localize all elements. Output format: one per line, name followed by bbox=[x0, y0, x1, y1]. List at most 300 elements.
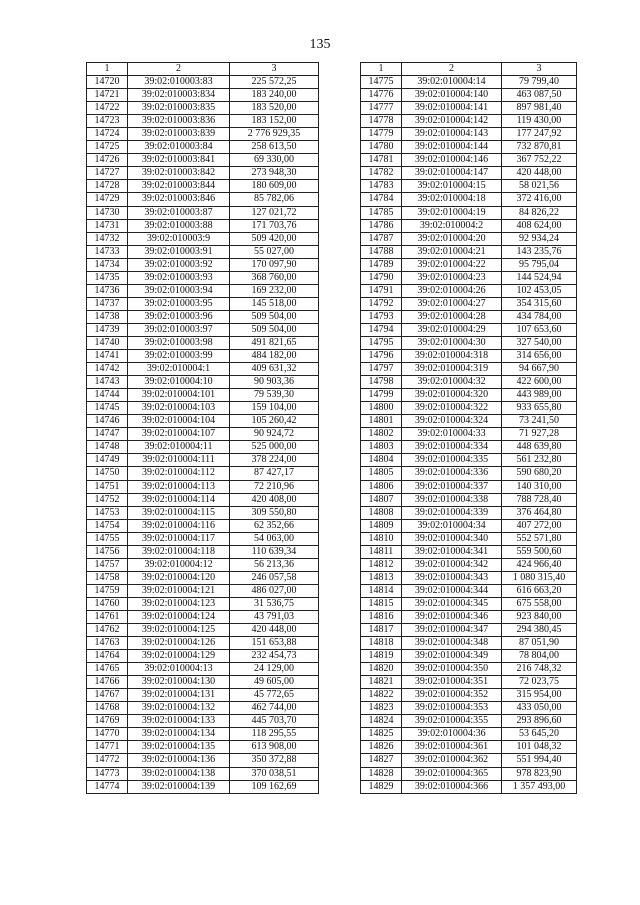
row-number: 14819 bbox=[361, 650, 402, 663]
table-row bbox=[361, 767, 577, 780]
cadastral-value: 486 027,00 bbox=[230, 584, 319, 597]
cadastral-value: 616 663,20 bbox=[502, 584, 577, 597]
table-row bbox=[361, 676, 577, 689]
cadastral-value: 78 804,00 bbox=[502, 650, 577, 663]
table-row bbox=[87, 271, 319, 284]
table-row bbox=[87, 389, 319, 402]
cadastral-value: 484 182,00 bbox=[230, 350, 319, 363]
row-number: 14784 bbox=[361, 193, 402, 206]
row-number: 14824 bbox=[361, 715, 402, 728]
table-row bbox=[361, 115, 577, 128]
cadastral-number: 39:02:010004:12 bbox=[128, 558, 230, 571]
cadastral-number: 39:02:010003:95 bbox=[128, 297, 230, 310]
row-number: 14818 bbox=[361, 637, 402, 650]
row-number: 14828 bbox=[361, 767, 402, 780]
table-row bbox=[361, 741, 577, 754]
row-number: 14778 bbox=[361, 115, 402, 128]
cadastral-value: 151 653,88 bbox=[230, 637, 319, 650]
table-row bbox=[87, 532, 319, 545]
cadastral-value: 613 908,00 bbox=[230, 741, 319, 754]
cadastral-number: 39:02:010004:343 bbox=[402, 571, 502, 584]
cadastral-number: 39:02:010004:132 bbox=[128, 702, 230, 715]
row-number: 14721 bbox=[87, 89, 128, 102]
row-number: 14768 bbox=[87, 702, 128, 715]
table-row bbox=[87, 441, 319, 454]
column-header-2: 2 bbox=[402, 63, 502, 76]
cadastral-value: 225 572,25 bbox=[230, 76, 319, 89]
cadastral-value: 443 989,00 bbox=[502, 389, 577, 402]
table-row bbox=[361, 441, 577, 454]
cadastral-value: 309 550,80 bbox=[230, 506, 319, 519]
page-number: 135 bbox=[309, 37, 331, 52]
cadastral-number: 39:02:010004:2 bbox=[402, 219, 502, 232]
table-body-right bbox=[361, 76, 577, 794]
row-number: 14762 bbox=[87, 624, 128, 637]
table-row bbox=[87, 676, 319, 689]
cadastral-value: 127 021,72 bbox=[230, 206, 319, 219]
table-row bbox=[87, 376, 319, 389]
cadastral-value: 144 524,94 bbox=[502, 271, 577, 284]
cadastral-value: 73 241,50 bbox=[502, 415, 577, 428]
cadastral-number: 39:02:010004:346 bbox=[402, 610, 502, 623]
cadastral-number: 39:02:010004:134 bbox=[128, 728, 230, 741]
table-row bbox=[87, 336, 319, 349]
cadastral-value: 101 048,32 bbox=[502, 741, 577, 754]
table-row bbox=[87, 467, 319, 480]
table-row bbox=[361, 584, 577, 597]
row-number: 14730 bbox=[87, 206, 128, 219]
row-number: 14733 bbox=[87, 245, 128, 258]
cadastral-value: 72 210,96 bbox=[230, 480, 319, 493]
table-row bbox=[361, 167, 577, 180]
row-number: 14815 bbox=[361, 597, 402, 610]
table-row bbox=[87, 663, 319, 676]
cadastral-number: 39:02:010003:98 bbox=[128, 336, 230, 349]
cadastral-number: 39:02:010004:139 bbox=[128, 780, 230, 793]
cadastral-value: 368 760,00 bbox=[230, 271, 319, 284]
cadastral-value: 315 954,00 bbox=[502, 689, 577, 702]
cadastral-number: 39:02:010004:10 bbox=[128, 376, 230, 389]
table-row bbox=[361, 219, 577, 232]
table-row bbox=[361, 284, 577, 297]
cadastral-value: 420 408,00 bbox=[230, 493, 319, 506]
row-number: 14823 bbox=[361, 702, 402, 715]
table-header-row bbox=[87, 63, 319, 76]
row-number: 14756 bbox=[87, 545, 128, 558]
cadastral-value: 71 927,28 bbox=[502, 428, 577, 441]
cadastral-number: 39:02:010003:842 bbox=[128, 167, 230, 180]
cadastral-value: 509 504,00 bbox=[230, 310, 319, 323]
cadastral-value: 79 539,30 bbox=[230, 389, 319, 402]
cadastral-number: 39:02:010004:334 bbox=[402, 441, 502, 454]
cadastral-number: 39:02:010004:146 bbox=[402, 154, 502, 167]
row-number: 14773 bbox=[87, 767, 128, 780]
cadastral-value: 525 000,00 bbox=[230, 441, 319, 454]
table-row bbox=[87, 454, 319, 467]
cadastral-value: 378 224,00 bbox=[230, 454, 319, 467]
table-row bbox=[361, 206, 577, 219]
table-row bbox=[361, 532, 577, 545]
cadastral-number: 39:02:010004:22 bbox=[402, 258, 502, 271]
cadastral-value: 367 752,22 bbox=[502, 154, 577, 167]
cadastral-value: 62 352,66 bbox=[230, 519, 319, 532]
cadastral-number: 39:02:010004:135 bbox=[128, 741, 230, 754]
cadastral-value: 314 656,00 bbox=[502, 350, 577, 363]
cadastral-value: 56 213,36 bbox=[230, 558, 319, 571]
row-number: 14734 bbox=[87, 258, 128, 271]
cadastral-value: 273 948,30 bbox=[230, 167, 319, 180]
cadastral-number: 39:02:010004:351 bbox=[402, 676, 502, 689]
row-number: 14810 bbox=[361, 532, 402, 545]
row-number: 14765 bbox=[87, 663, 128, 676]
row-number: 14763 bbox=[87, 637, 128, 650]
row-number: 14736 bbox=[87, 284, 128, 297]
cadastral-number: 39:02:010004:362 bbox=[402, 754, 502, 767]
table-row bbox=[361, 754, 577, 767]
row-number: 14803 bbox=[361, 441, 402, 454]
table-row bbox=[87, 193, 319, 206]
table-row bbox=[361, 102, 577, 115]
row-number: 14743 bbox=[87, 376, 128, 389]
row-number: 14827 bbox=[361, 754, 402, 767]
registry-table-left bbox=[86, 62, 319, 794]
row-number: 14788 bbox=[361, 245, 402, 258]
table-row bbox=[361, 545, 577, 558]
cadastral-number: 39:02:010004:350 bbox=[402, 663, 502, 676]
table-row bbox=[361, 454, 577, 467]
row-number: 14753 bbox=[87, 506, 128, 519]
cadastral-value: 31 536,75 bbox=[230, 597, 319, 610]
cadastral-number: 39:02:010004:365 bbox=[402, 767, 502, 780]
row-number: 14792 bbox=[361, 297, 402, 310]
row-number: 14771 bbox=[87, 741, 128, 754]
row-number: 14727 bbox=[87, 167, 128, 180]
cadastral-value: 590 680,20 bbox=[502, 467, 577, 480]
cadastral-number: 39:02:010004:115 bbox=[128, 506, 230, 519]
cadastral-number: 39:02:010003:834 bbox=[128, 89, 230, 102]
cadastral-number: 39:02:010004:336 bbox=[402, 467, 502, 480]
cadastral-value: 978 823,90 bbox=[502, 767, 577, 780]
row-number: 14804 bbox=[361, 454, 402, 467]
table-row bbox=[361, 571, 577, 584]
row-number: 14814 bbox=[361, 584, 402, 597]
cadastral-value: 409 631,32 bbox=[230, 363, 319, 376]
cadastral-number: 39:02:010003:846 bbox=[128, 193, 230, 206]
row-number: 14752 bbox=[87, 493, 128, 506]
row-number: 14732 bbox=[87, 232, 128, 245]
cadastral-value: 183 520,00 bbox=[230, 102, 319, 115]
cadastral-value: 79 799,40 bbox=[502, 76, 577, 89]
cadastral-number: 39:02:010003:91 bbox=[128, 245, 230, 258]
cadastral-value: 102 453,05 bbox=[502, 284, 577, 297]
cadastral-value: 109 162,69 bbox=[230, 780, 319, 793]
row-number: 14817 bbox=[361, 624, 402, 637]
cadastral-value: 183 152,00 bbox=[230, 115, 319, 128]
table-row bbox=[87, 650, 319, 663]
cadastral-value: 897 981,40 bbox=[502, 102, 577, 115]
cadastral-number: 39:02:010004:124 bbox=[128, 610, 230, 623]
row-number: 14825 bbox=[361, 728, 402, 741]
cadastral-value: 55 027,00 bbox=[230, 245, 319, 258]
row-number: 14720 bbox=[87, 76, 128, 89]
row-number: 14801 bbox=[361, 415, 402, 428]
row-number: 14738 bbox=[87, 310, 128, 323]
column-header-3: 3 bbox=[502, 63, 577, 76]
cadastral-number: 39:02:010004:19 bbox=[402, 206, 502, 219]
table-row bbox=[361, 415, 577, 428]
table-row bbox=[87, 754, 319, 767]
table-row bbox=[87, 624, 319, 637]
cadastral-value: 54 063,00 bbox=[230, 532, 319, 545]
table-row bbox=[361, 702, 577, 715]
table-body-left bbox=[87, 76, 319, 794]
table-row bbox=[87, 167, 319, 180]
cadastral-number: 39:02:010003:93 bbox=[128, 271, 230, 284]
cadastral-value: 143 235,76 bbox=[502, 245, 577, 258]
cadastral-value: 105 260,42 bbox=[230, 415, 319, 428]
table-row bbox=[361, 89, 577, 102]
cadastral-value: 422 600,00 bbox=[502, 376, 577, 389]
cadastral-number: 39:02:010004:341 bbox=[402, 545, 502, 558]
cadastral-value: 177 247,92 bbox=[502, 128, 577, 141]
table-row bbox=[361, 637, 577, 650]
cadastral-number: 39:02:010004:32 bbox=[402, 376, 502, 389]
table-row bbox=[361, 506, 577, 519]
row-number: 14809 bbox=[361, 519, 402, 532]
cadastral-number: 39:02:010003:92 bbox=[128, 258, 230, 271]
cadastral-number: 39:02:010004:142 bbox=[402, 115, 502, 128]
table-row bbox=[361, 180, 577, 193]
cadastral-value: 2 776 929,35 bbox=[230, 128, 319, 141]
row-number: 14770 bbox=[87, 728, 128, 741]
cadastral-value: 140 310,00 bbox=[502, 480, 577, 493]
cadastral-number: 39:02:010003:99 bbox=[128, 350, 230, 363]
cadastral-value: 370 038,51 bbox=[230, 767, 319, 780]
row-number: 14728 bbox=[87, 180, 128, 193]
cadastral-value: 69 330,00 bbox=[230, 154, 319, 167]
cadastral-value: 258 613,50 bbox=[230, 141, 319, 154]
table-row bbox=[361, 402, 577, 415]
cadastral-number: 39:02:010004:104 bbox=[128, 415, 230, 428]
row-number: 14737 bbox=[87, 297, 128, 310]
cadastral-number: 39:02:010003:83 bbox=[128, 76, 230, 89]
table-row bbox=[87, 219, 319, 232]
table-row bbox=[87, 102, 319, 115]
cadastral-value: 72 023,75 bbox=[502, 676, 577, 689]
row-number: 14802 bbox=[361, 428, 402, 441]
table-row bbox=[361, 271, 577, 284]
row-number: 14812 bbox=[361, 558, 402, 571]
table-row bbox=[87, 728, 319, 741]
table-row bbox=[87, 141, 319, 154]
table-row bbox=[87, 245, 319, 258]
cadastral-value: 87 427,17 bbox=[230, 467, 319, 480]
cadastral-value: 445 703,70 bbox=[230, 715, 319, 728]
table-row bbox=[87, 610, 319, 623]
cadastral-number: 39:02:010004:344 bbox=[402, 584, 502, 597]
cadastral-value: 552 571,80 bbox=[502, 532, 577, 545]
cadastral-value: 923 840,00 bbox=[502, 610, 577, 623]
cadastral-value: 246 057,58 bbox=[230, 571, 319, 584]
cadastral-number: 39:02:010004:337 bbox=[402, 480, 502, 493]
row-number: 14740 bbox=[87, 336, 128, 349]
row-number: 14785 bbox=[361, 206, 402, 219]
cadastral-value: 1 357 493,00 bbox=[502, 780, 577, 793]
table-row bbox=[87, 89, 319, 102]
cadastral-number: 39:02:010004:138 bbox=[128, 767, 230, 780]
cadastral-value: 85 782,06 bbox=[230, 193, 319, 206]
column-header-2: 2 bbox=[128, 63, 230, 76]
row-number: 14786 bbox=[361, 219, 402, 232]
table-row bbox=[361, 245, 577, 258]
table-row bbox=[87, 310, 319, 323]
cadastral-number: 39:02:010004:320 bbox=[402, 389, 502, 402]
cadastral-value: 216 748,32 bbox=[502, 663, 577, 676]
cadastral-number: 39:02:010004:101 bbox=[128, 389, 230, 402]
table-row bbox=[87, 402, 319, 415]
cadastral-number: 39:02:010003:844 bbox=[128, 180, 230, 193]
cadastral-number: 39:02:010004:23 bbox=[402, 271, 502, 284]
table-row bbox=[87, 493, 319, 506]
row-number: 14805 bbox=[361, 467, 402, 480]
cadastral-number: 39:02:010004:107 bbox=[128, 428, 230, 441]
table-row bbox=[87, 558, 319, 571]
row-number: 14751 bbox=[87, 480, 128, 493]
cadastral-value: 491 821,65 bbox=[230, 336, 319, 349]
cadastral-number: 39:02:010004:140 bbox=[402, 89, 502, 102]
row-number: 14744 bbox=[87, 389, 128, 402]
cadastral-value: 424 966,40 bbox=[502, 558, 577, 571]
cadastral-value: 171 703,76 bbox=[230, 219, 319, 232]
table-header-row bbox=[361, 63, 577, 76]
table-row bbox=[361, 297, 577, 310]
table-row bbox=[361, 310, 577, 323]
row-number: 14789 bbox=[361, 258, 402, 271]
row-number: 14742 bbox=[87, 363, 128, 376]
row-number: 14772 bbox=[87, 754, 128, 767]
cadastral-value: 92 934,24 bbox=[502, 232, 577, 245]
cadastral-number: 39:02:010004:112 bbox=[128, 467, 230, 480]
cadastral-value: 169 232,00 bbox=[230, 284, 319, 297]
table-row bbox=[87, 597, 319, 610]
row-number: 14731 bbox=[87, 219, 128, 232]
row-number: 14790 bbox=[361, 271, 402, 284]
table-row bbox=[87, 258, 319, 271]
row-number: 14748 bbox=[87, 441, 128, 454]
cadastral-number: 39:02:010004:361 bbox=[402, 741, 502, 754]
row-number: 14807 bbox=[361, 493, 402, 506]
row-number: 14725 bbox=[87, 141, 128, 154]
cadastral-number: 39:02:010003:97 bbox=[128, 323, 230, 336]
row-number: 14800 bbox=[361, 402, 402, 415]
row-number: 14776 bbox=[361, 89, 402, 102]
cadastral-value: 95 795,04 bbox=[502, 258, 577, 271]
row-number: 14774 bbox=[87, 780, 128, 793]
row-number: 14799 bbox=[361, 389, 402, 402]
row-number: 14729 bbox=[87, 193, 128, 206]
cadastral-number: 39:02:010004:15 bbox=[402, 180, 502, 193]
row-number: 14739 bbox=[87, 323, 128, 336]
row-number: 14745 bbox=[87, 402, 128, 415]
column-header-3: 3 bbox=[230, 63, 319, 76]
cadastral-number: 39:02:010004:366 bbox=[402, 780, 502, 793]
table-row bbox=[361, 493, 577, 506]
table-row bbox=[87, 115, 319, 128]
cadastral-value: 420 448,00 bbox=[230, 624, 319, 637]
table-row bbox=[361, 389, 577, 402]
cadastral-value: 43 791,03 bbox=[230, 610, 319, 623]
table-row bbox=[361, 336, 577, 349]
cadastral-number: 39:02:010004:131 bbox=[128, 689, 230, 702]
table-row bbox=[87, 702, 319, 715]
cadastral-value: 159 104,00 bbox=[230, 402, 319, 415]
cadastral-value: 675 558,00 bbox=[502, 597, 577, 610]
row-number: 14821 bbox=[361, 676, 402, 689]
row-number: 14808 bbox=[361, 506, 402, 519]
row-number: 14797 bbox=[361, 363, 402, 376]
cadastral-number: 39:02:010004:117 bbox=[128, 532, 230, 545]
row-number: 14777 bbox=[361, 102, 402, 115]
cadastral-number: 39:02:010004:319 bbox=[402, 363, 502, 376]
cadastral-number: 39:02:010004:147 bbox=[402, 167, 502, 180]
cadastral-value: 49 605,00 bbox=[230, 676, 319, 689]
column-header-1: 1 bbox=[361, 63, 402, 76]
row-number: 14764 bbox=[87, 650, 128, 663]
table-row bbox=[87, 428, 319, 441]
row-number: 14760 bbox=[87, 597, 128, 610]
cadastral-value: 110 639,34 bbox=[230, 545, 319, 558]
cadastral-number: 39:02:010004:113 bbox=[128, 480, 230, 493]
cadastral-value: 462 744,00 bbox=[230, 702, 319, 715]
cadastral-value: 180 609,00 bbox=[230, 180, 319, 193]
row-number: 14806 bbox=[361, 480, 402, 493]
table-row bbox=[361, 663, 577, 676]
cadastral-number: 39:02:010003:839 bbox=[128, 128, 230, 141]
row-number: 14724 bbox=[87, 128, 128, 141]
row-number: 14781 bbox=[361, 154, 402, 167]
table-row bbox=[361, 689, 577, 702]
cadastral-number: 39:02:010004:125 bbox=[128, 624, 230, 637]
table-row bbox=[361, 480, 577, 493]
cadastral-value: 509 504,00 bbox=[230, 323, 319, 336]
row-number: 14754 bbox=[87, 519, 128, 532]
row-number: 14750 bbox=[87, 467, 128, 480]
row-number: 14726 bbox=[87, 154, 128, 167]
cadastral-number: 39:02:010004:30 bbox=[402, 336, 502, 349]
table-row bbox=[361, 597, 577, 610]
cadastral-value: 448 639,80 bbox=[502, 441, 577, 454]
cadastral-value: 1 080 315,40 bbox=[502, 571, 577, 584]
row-number: 14798 bbox=[361, 376, 402, 389]
cadastral-value: 732 870,81 bbox=[502, 141, 577, 154]
table-row bbox=[361, 728, 577, 741]
table-row bbox=[87, 154, 319, 167]
cadastral-number: 39:02:010004:355 bbox=[402, 715, 502, 728]
cadastral-value: 350 372,88 bbox=[230, 754, 319, 767]
table-row bbox=[361, 610, 577, 623]
table-row bbox=[87, 506, 319, 519]
cadastral-number: 39:02:010004:324 bbox=[402, 415, 502, 428]
cadastral-value: 933 655,80 bbox=[502, 402, 577, 415]
table-row bbox=[361, 128, 577, 141]
table-row bbox=[361, 363, 577, 376]
row-number: 14749 bbox=[87, 454, 128, 467]
cadastral-value: 90 903,36 bbox=[230, 376, 319, 389]
table-row bbox=[361, 154, 577, 167]
column-header-1: 1 bbox=[87, 63, 128, 76]
table-row bbox=[361, 467, 577, 480]
cadastral-value: 293 896,60 bbox=[502, 715, 577, 728]
